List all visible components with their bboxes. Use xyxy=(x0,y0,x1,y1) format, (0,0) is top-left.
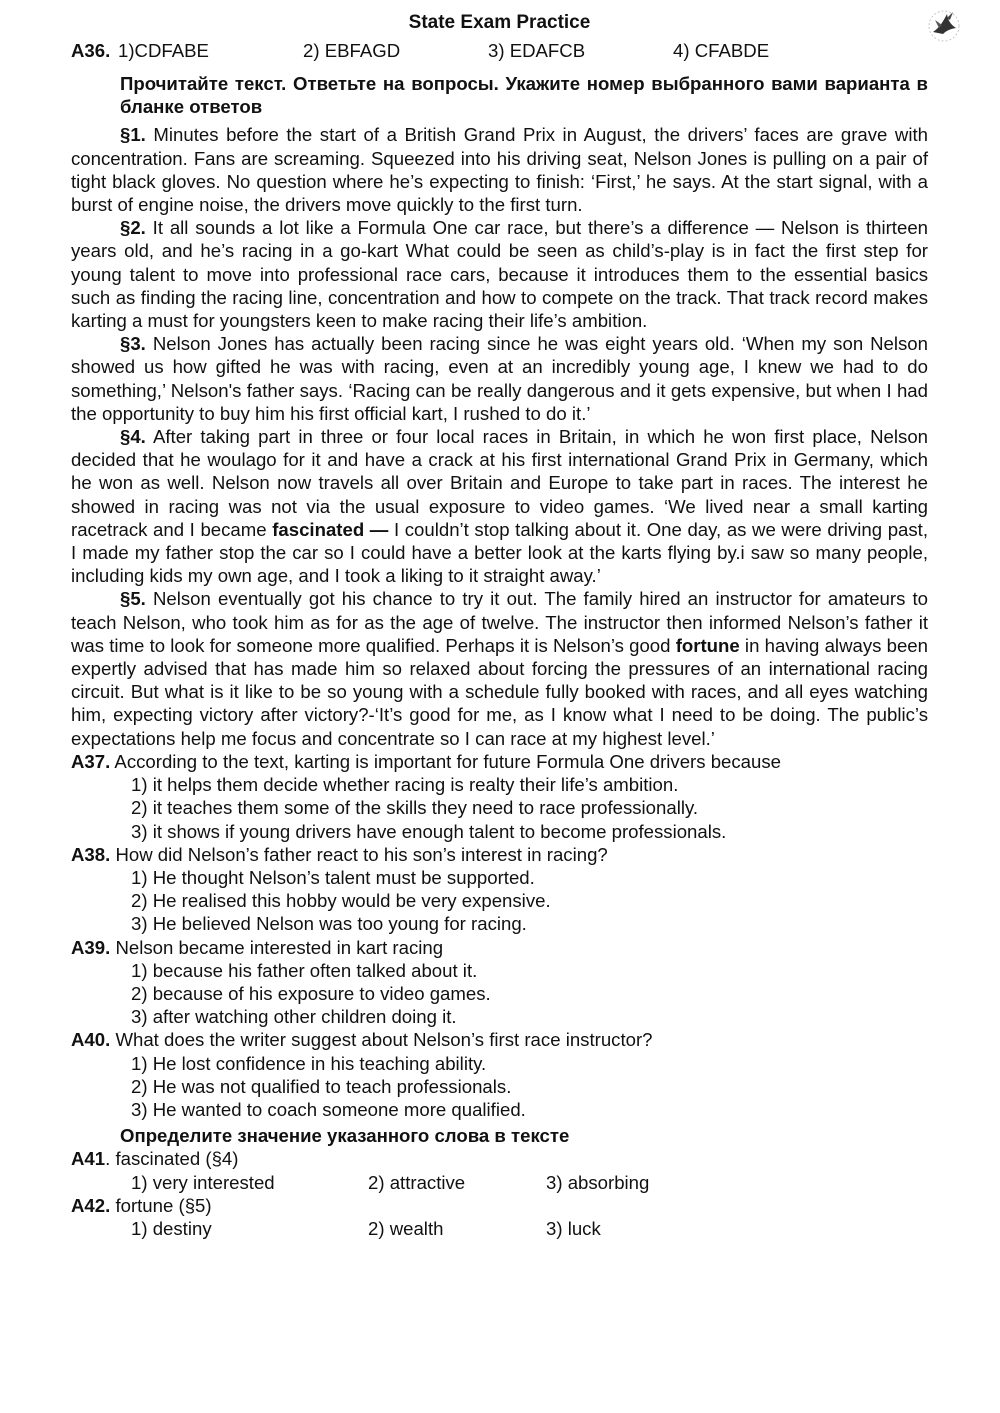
question-number: A37. xyxy=(71,750,111,772)
paragraph-text: Minutes before the start of a British Grand Prix in August, the drivers’ faces are grave with concentration. Fans are screaming. Squeezed into his driving seat, Nelson Jones is pulling on a pair of tight black gloves. No question where he’s expecting to finish: ‘First,’ he says. At the start signal, with a burst of engine noise, the drivers move quickly to the first turn. xyxy=(71,124,928,216)
answer-option: 1) because his father often talked about it. xyxy=(131,959,478,981)
question-number: A39. xyxy=(71,936,111,958)
answer-option: 2) attractive xyxy=(368,1171,466,1193)
question-a42 xyxy=(71,1194,928,1240)
paragraph-mark: §2. xyxy=(120,217,146,239)
bird-logo-icon xyxy=(925,8,963,44)
paragraph-text: It all sounds a lot like a Formula One car race, but there’s a difference — Nelson is thirteen years old, and he’s racing in a go-kart What could be seen as child’s-play is in fact the first step for young talent to move into professional race cars, because it introduces them to the essential basics such as finding the racing line, concentration and how to compete on the track. That track record makes karting a must for youngsters keen to make racing their life’s ambition. xyxy=(71,217,928,332)
question-number: A41 xyxy=(71,1148,106,1170)
paragraph-5 xyxy=(71,587,928,749)
paragraph-text: Nelson eventually got his chance to try it out. The family hired an instructor for amateurs to teach Nelson, who took him as for as the age of twelve. The instructor then informed Nelson’s father it was time to look for someone more qualified. Perhaps it is Nelson’s good xyxy=(71,588,928,656)
answer-option: 4) CFABDE xyxy=(673,40,770,61)
answer-option: 1) He thought Nelson’s talent must be supported. xyxy=(131,866,535,888)
paragraph-4 xyxy=(71,425,928,587)
paragraph-text: Nelson Jones has actually been racing since he was eight years old. ‘When my son Nelson showed us how gifted he was with racing, even at an incredibly young age, I knew we had to do something,’ Nelson's father says. ‘Racing can be really dangerous and it gets expensive, but when I had the opportunity to buy him his first official kart, I rushed to do it.’ xyxy=(71,333,928,424)
answer-option: 3) it shows if young drivers have enough talent to become professionals. xyxy=(131,820,727,842)
answer-option: 2) He was not qualified to teach professionals. xyxy=(131,1075,512,1097)
answer-option: 2) wealth xyxy=(368,1217,444,1239)
answer-option: 3) EDAFCB xyxy=(488,40,586,61)
exam-page xyxy=(71,10,928,1240)
question-text: fortune (§5) xyxy=(110,1194,212,1216)
answer-option: 3) He believed Nelson was too young for racing. xyxy=(131,913,527,935)
paragraph-mark: §3. xyxy=(120,333,146,355)
question-number: A36. xyxy=(71,40,111,61)
answer-option: 2) because of his exposure to video games. xyxy=(131,982,491,1004)
page-title: State Exam Practice xyxy=(408,12,591,33)
vocab-heading: Определите значение указанного слова в тексте xyxy=(120,1125,570,1147)
question-a40 xyxy=(71,1028,928,1121)
question-a39 xyxy=(71,936,928,1029)
paragraph-text: in having always been expertly advised that has made him so relaxed about forcing the pressures of an international racing circuit. But what is it like to be so young with a schedule fully booked with races, and all eyes watching him, expecting victory after victory?-‘It’s good for me, as I know what I need to be doing. The public’s expectations help me focus and concentrate so I can race at my highest level.’ xyxy=(71,634,928,749)
answer-option: 2) He realised this hobby would be very expensive. xyxy=(131,890,551,912)
reading-instruction: Прочитайте текст. Ответьте на вопросы. Укажите номер выбранного вами варианта в бланке ответов xyxy=(120,73,928,118)
paragraph-mark: §5. xyxy=(120,588,146,610)
paragraph-text: After taking part in three or four local races in Britain, in which he won first place, Nelson decided that he woulago for it and have a crack at his first international Grand Prix in Germany, which he won as well. Nelson now travels all over Britain and Europe to take part in races. The interest he showed in racing was not via the usual exposure to video games. ‘We lived near a small karting racetrack and I became xyxy=(71,426,928,540)
question-text: How did Nelson’s father react to his son’s interest in racing? xyxy=(110,843,608,865)
paragraph-text: I couldn’t stop talking about it. One day, as we were driving past, I made my father stop the car so I could have a better look at the karts flying by.i saw so many people, including kids my own age, and I took a liking to it straight away.’ xyxy=(71,518,929,587)
question-a37 xyxy=(71,750,928,843)
paragraph-2 xyxy=(71,216,928,332)
highlighted-word: fortune xyxy=(675,634,740,656)
answer-option: 2) EBFAGD xyxy=(303,40,401,61)
highlighted-word: fascinated — xyxy=(272,518,389,540)
question-text: What does the writer suggest about Nelson’s first race instructor? xyxy=(110,1029,653,1051)
question-a41 xyxy=(71,1147,928,1193)
paragraph-3 xyxy=(71,332,928,425)
paragraph-mark: §1. xyxy=(120,124,146,146)
question-a36 xyxy=(71,37,928,64)
paragraph-mark: §4. xyxy=(120,426,146,448)
answer-option: 2) it teaches them some of the skills they need to race professionally. xyxy=(131,797,699,819)
answer-option: 1) very interested xyxy=(131,1171,275,1193)
answer-option: 3) He wanted to coach someone more qualified. xyxy=(131,1098,526,1120)
answer-option: 3) luck xyxy=(546,1217,601,1239)
question-text: Nelson became interested in kart racing xyxy=(110,936,444,958)
question-number: A40. xyxy=(71,1029,111,1051)
answer-option: 1) it helps them decide whether racing is realty their life’s ambition. xyxy=(131,774,679,796)
answer-option: 3) absorbing xyxy=(546,1171,650,1193)
question-number: A42. xyxy=(71,1194,111,1216)
answer-option: 1)CDFABE xyxy=(118,40,209,61)
question-text: According to the text, karting is important for future Formula One drivers because xyxy=(110,750,781,772)
question-number: A38. xyxy=(71,843,111,865)
answer-option: 1) destiny xyxy=(131,1217,212,1239)
question-text: . fascinated (§4) xyxy=(105,1148,239,1170)
answer-option: 3) after watching other children doing it. xyxy=(131,1006,457,1028)
answer-option: 1) He lost confidence in his teaching ability. xyxy=(131,1052,487,1074)
paragraph-1 xyxy=(71,123,928,216)
question-a38 xyxy=(71,843,928,936)
